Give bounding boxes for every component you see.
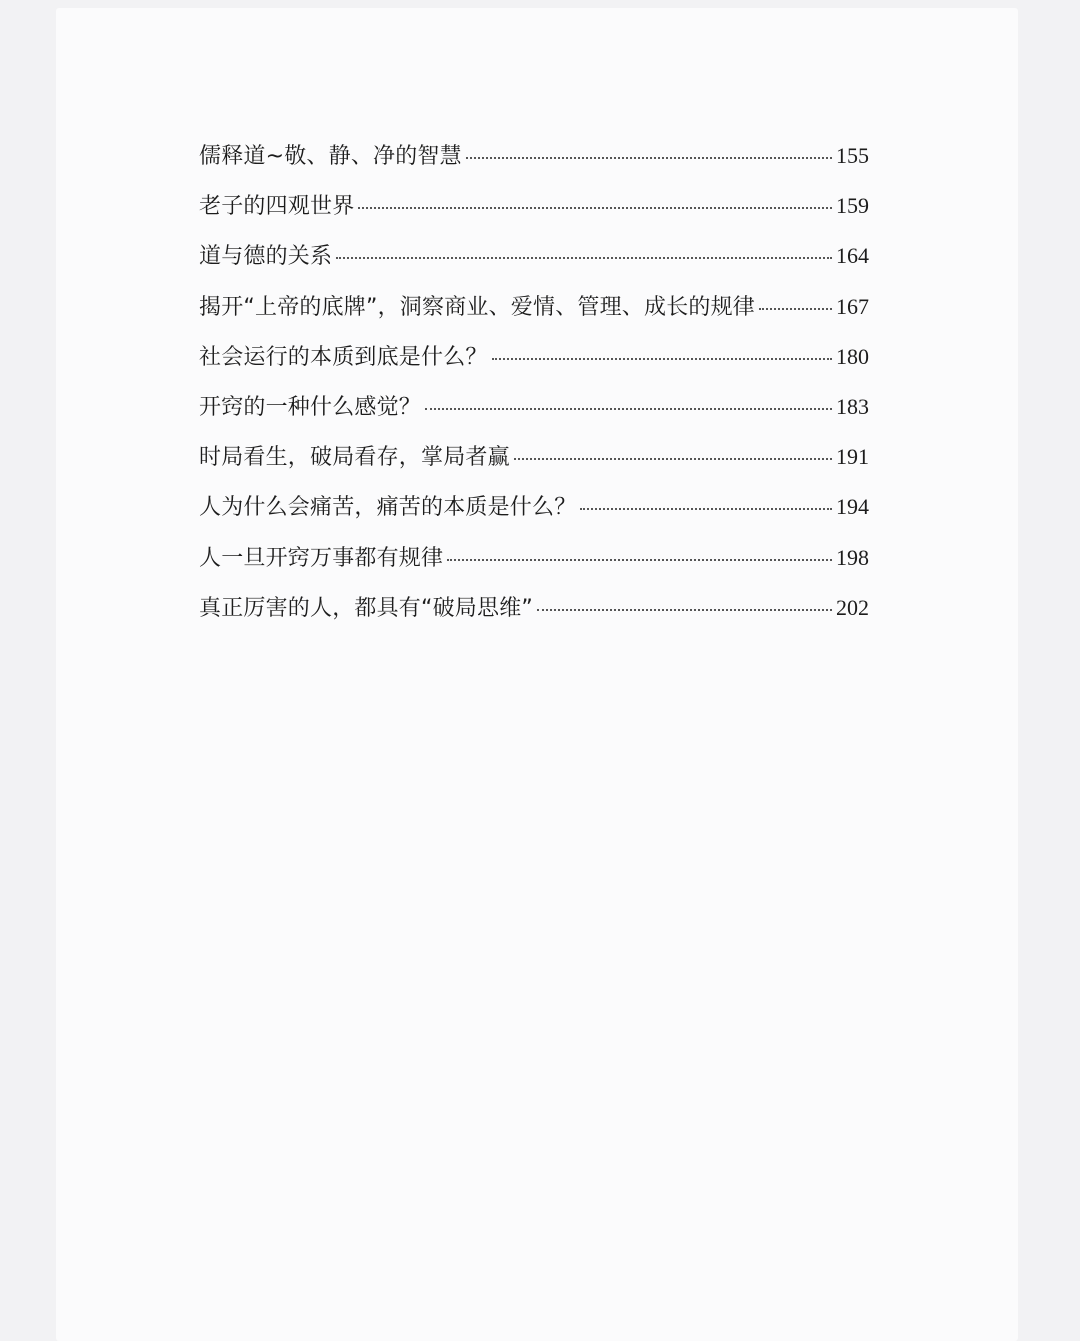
toc-entry-page: 202 bbox=[836, 594, 869, 620]
toc-entry[interactable] bbox=[199, 131, 869, 181]
toc-entry-title: 时局看生，破局看存，掌局者赢 bbox=[199, 445, 510, 471]
toc-entry[interactable] bbox=[199, 181, 869, 231]
toc-entry-page: 164 bbox=[836, 243, 869, 269]
dot-leader bbox=[492, 358, 832, 360]
toc-entry-page: 167 bbox=[836, 293, 869, 319]
toc-entry-page: 191 bbox=[836, 444, 869, 470]
toc-entry-page: 159 bbox=[836, 193, 869, 219]
toc-entry-page: 155 bbox=[836, 143, 869, 168]
toc-entry-title: 开窍的一种什么感觉？ bbox=[199, 394, 422, 420]
toc-entry[interactable] bbox=[199, 533, 869, 583]
toc-entry[interactable] bbox=[199, 282, 869, 332]
dot-leader bbox=[537, 609, 832, 611]
toc-entry-page: 194 bbox=[836, 494, 869, 520]
toc-entry[interactable] bbox=[199, 332, 869, 382]
dot-leader bbox=[425, 408, 832, 410]
toc-entry-title: 儒释道~敬、静、净的智慧 bbox=[199, 144, 462, 169]
dot-leader bbox=[336, 257, 832, 259]
toc-entry[interactable] bbox=[199, 432, 869, 482]
toc-entry[interactable] bbox=[199, 382, 869, 432]
toc-entry-page: 183 bbox=[836, 393, 869, 419]
dot-leader bbox=[514, 458, 832, 460]
toc-entry-title: 社会运行的本质到底是什么？ bbox=[199, 344, 488, 370]
toc-entry-title: 老子的四观世界 bbox=[199, 194, 355, 220]
dot-leader bbox=[358, 207, 832, 209]
dot-leader bbox=[580, 508, 832, 510]
dot-leader bbox=[759, 308, 832, 310]
toc-entry-title: 人为什么会痛苦，痛苦的本质是什么？ bbox=[199, 495, 577, 521]
toc-entry[interactable] bbox=[199, 482, 869, 532]
toc-entry-title: 揭开“上帝的底牌”，洞察商业、爱情、管理、成长的规律 bbox=[199, 294, 755, 320]
table-of-contents bbox=[199, 131, 869, 633]
toc-entry-page: 180 bbox=[836, 343, 869, 369]
toc-entry[interactable] bbox=[199, 231, 869, 281]
toc-entry-title: 道与德的关系 bbox=[199, 244, 333, 270]
toc-entry-page: 198 bbox=[836, 544, 869, 570]
dot-leader bbox=[466, 157, 832, 159]
toc-entry-title: 真正厉害的人，都具有“破局思维” bbox=[199, 595, 533, 621]
dot-leader bbox=[447, 559, 832, 561]
toc-entry-title: 人一旦开窍万事都有规律 bbox=[199, 545, 444, 571]
toc-entry[interactable] bbox=[199, 583, 869, 633]
document-page bbox=[56, 8, 1018, 1341]
